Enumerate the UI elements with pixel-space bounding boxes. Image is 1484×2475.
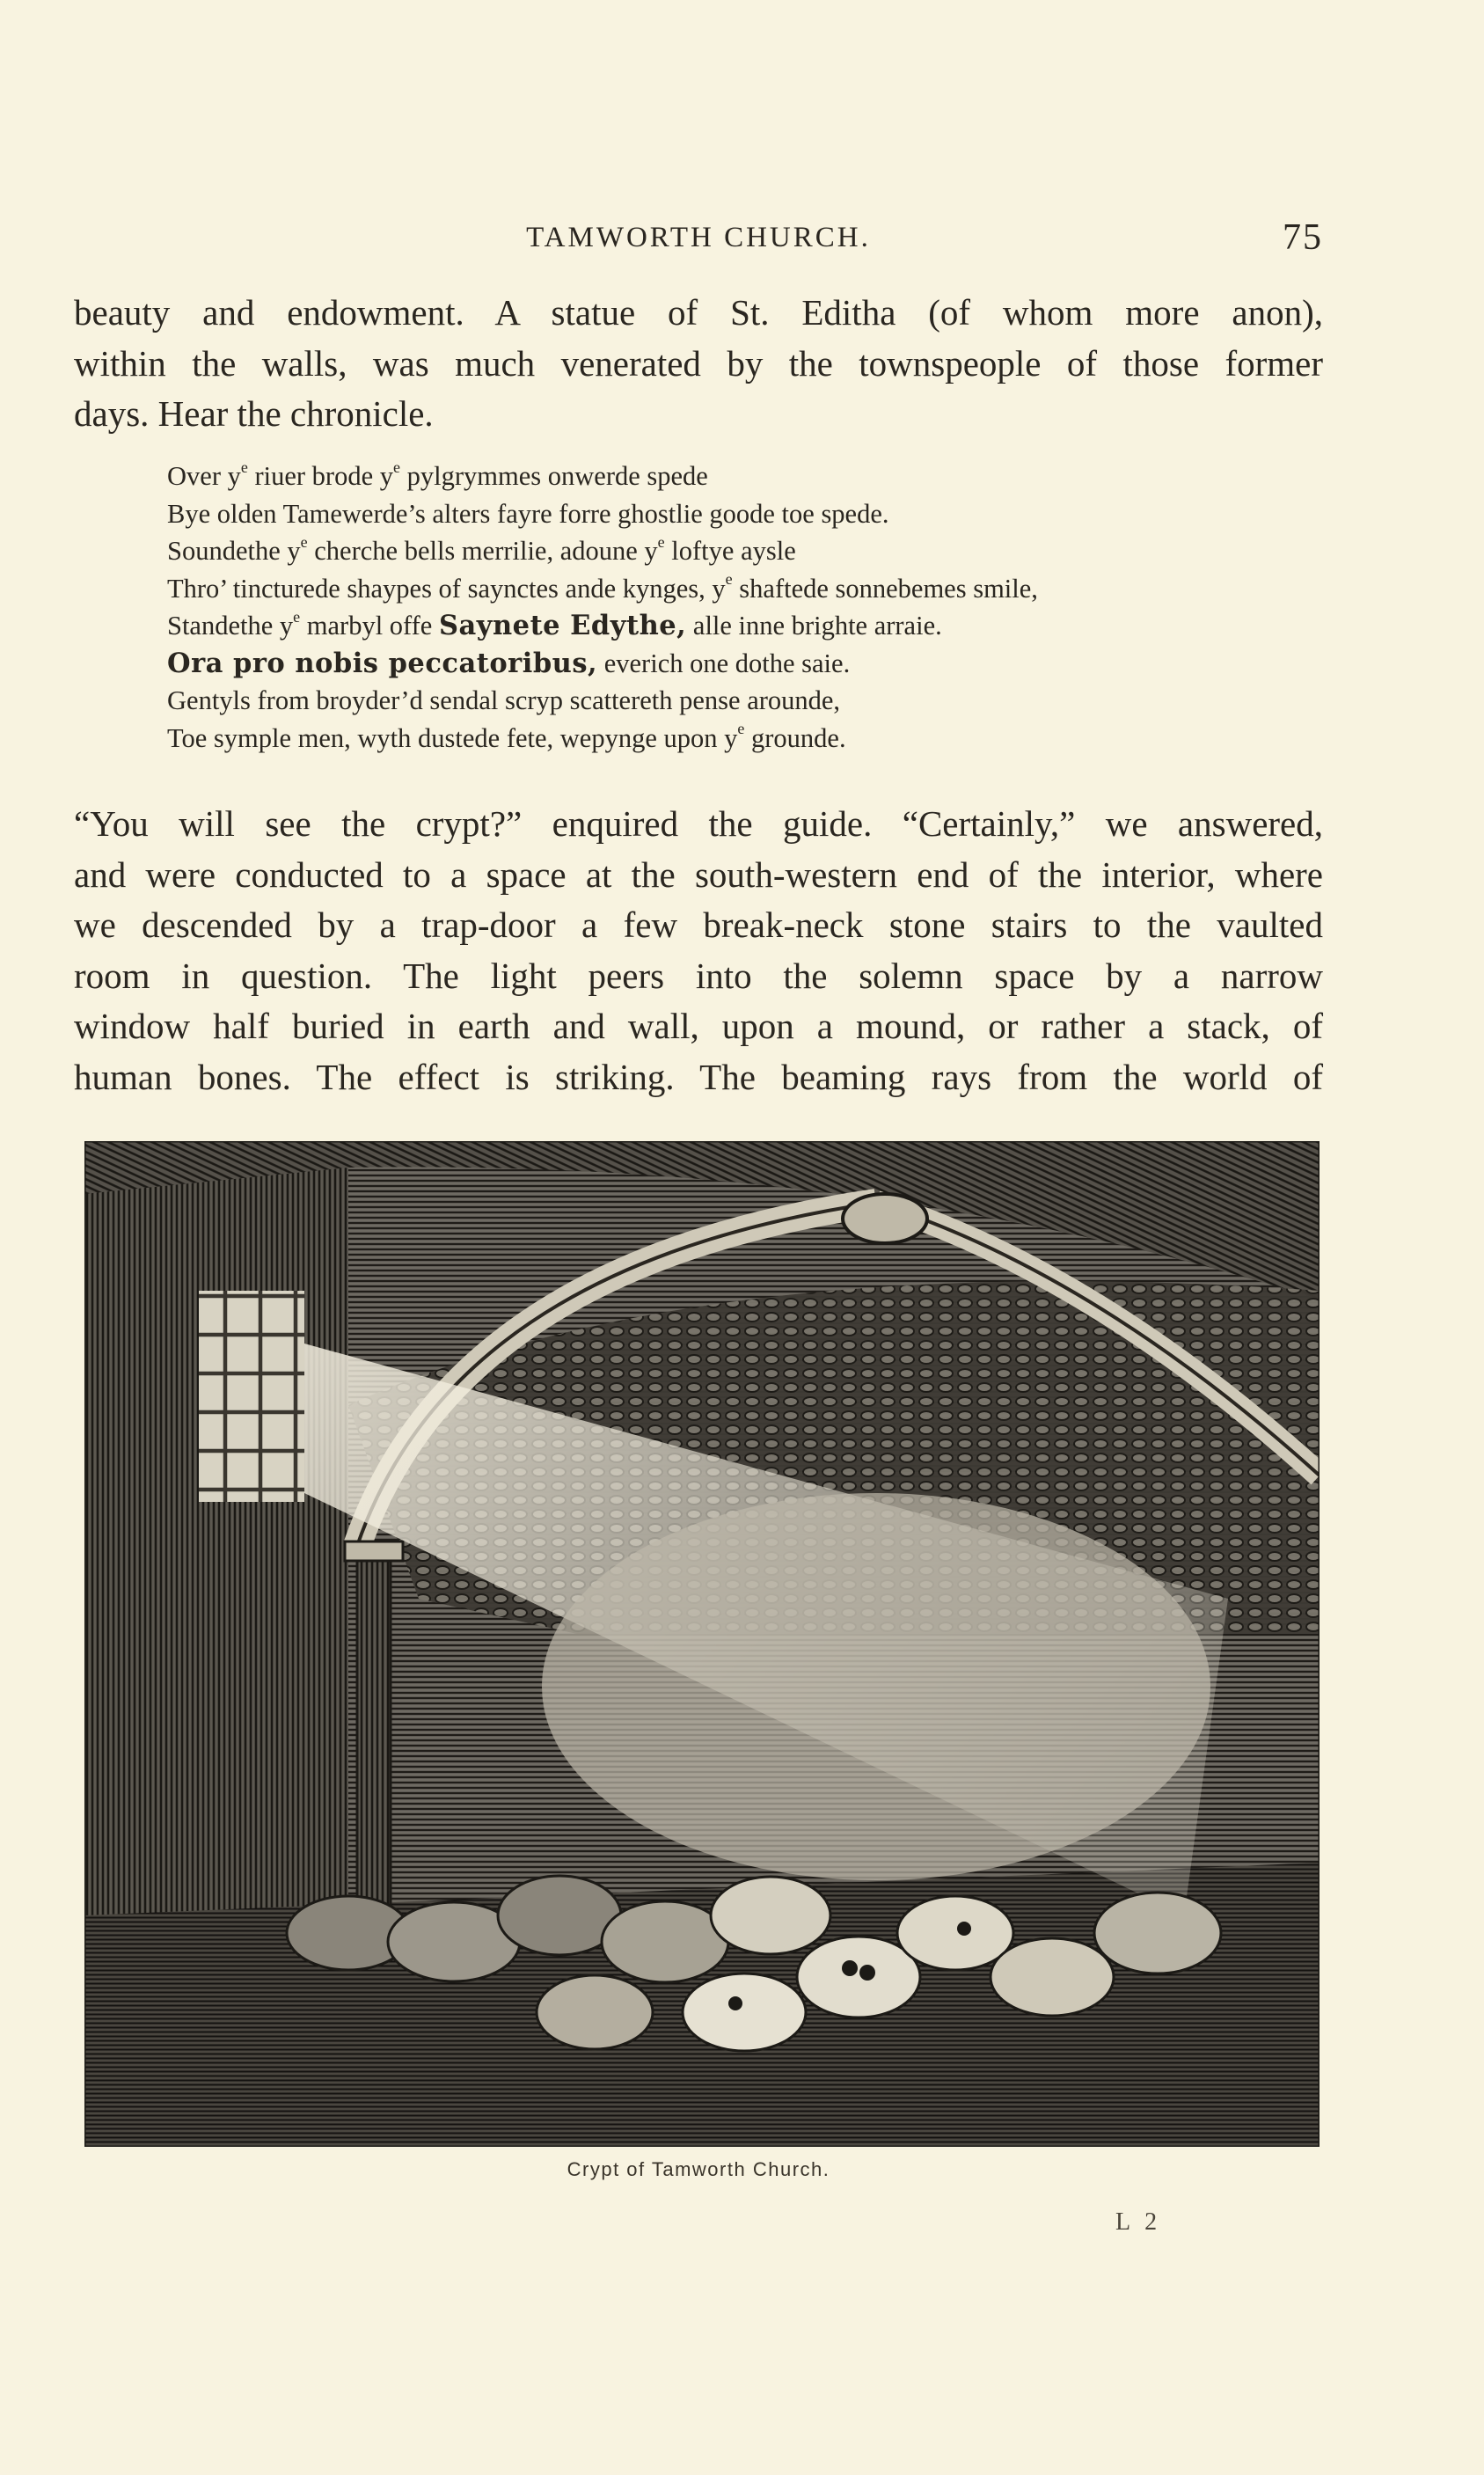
paragraph-line: human bones. The effect is striking. The beaming rays from the world of <box>74 1056 1323 1097</box>
verse-line: Gentyls from broyder’d sendal scryp scattereth pense arounde, <box>167 685 841 715</box>
verse-line: Bye olden Tamewerde’s alters fayre forre ghostlie goode toe spede. <box>167 498 889 529</box>
paragraph-1 <box>74 288 1323 440</box>
illustration-caption: Crypt of Tamworth Church. <box>567 2158 830 2180</box>
signature-mark: L 2 <box>1115 2208 1162 2236</box>
crypt-window <box>199 1291 304 1502</box>
paragraph-line: window half buried in earth and wall, upon a mound, or rather a stack, of <box>74 1006 1323 1046</box>
verse-line: Ora pro nobis peccatoribus, everich one dothe saie. <box>167 647 851 679</box>
paragraph-line: within the walls, was much venerated by the townspeople of those former <box>74 342 1323 384</box>
running-title: TAMWORTH CHURCH. <box>526 222 871 253</box>
crypt-engraving <box>84 1141 1320 2147</box>
paragraph-2 <box>74 799 1323 1102</box>
verse-line: Thro’ tincturede shaypes of saynctes ande kynges, $y^e$ shaftede sonnebemes smile, <box>167 570 1038 604</box>
running-head <box>74 216 1323 260</box>
paragraph-line: beauty and endowment. A statue of St. Editha (of whom more anon), <box>74 292 1323 333</box>
paragraph-line: room in question. The light peers into the solemn space by a narrow <box>74 955 1323 996</box>
verse-line: Over $y^e$ riuer brode $y^e$ pylgrymmes onwerde spede <box>167 458 708 491</box>
blackletter-text: Ora pro nobis peccatoribus, <box>167 647 598 679</box>
column <box>357 1555 391 1924</box>
verse-line: Soundethe $y^e$ cherche bells merrilie, adoune $y^e$ loftye aysle <box>167 532 796 566</box>
blackletter-text: Saynete Edythe, <box>438 610 687 641</box>
vault-boss <box>843 1194 927 1243</box>
paragraph-line: and were conducted to a space at the south-western end of the interior, where <box>74 853 1323 895</box>
verse-line: Toe symple men, wyth dustede fete, wepynge upon $y^e$ grounde. <box>167 720 846 753</box>
paragraph-line: “You will see the crypt?” enquired the guide. “Certainly,” we answered, <box>74 803 1323 844</box>
verse-chronicle <box>167 458 1328 757</box>
verse-line: Standethe $y^e$ marbyl offe Saynete Edythe, alle inne brighte arraie. <box>167 607 942 641</box>
page-number: 75 <box>1283 217 1323 258</box>
paragraph-line: we descended by a trap-door a few break-neck stone stairs to the vaulted <box>74 904 1323 945</box>
paragraph-line: days. Hear the chronicle. <box>74 393 434 434</box>
